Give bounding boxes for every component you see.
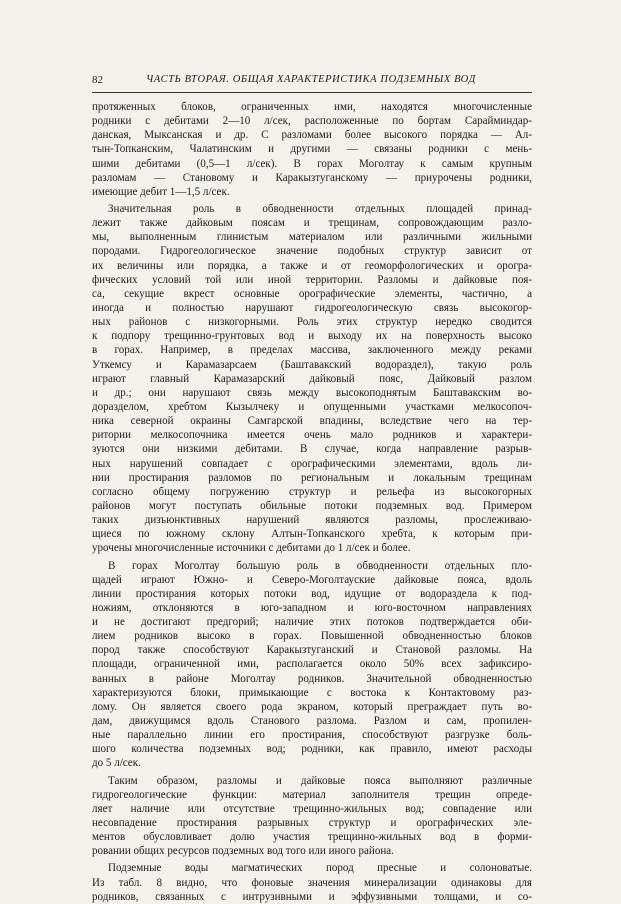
text-line: имеющие дебит 1—1,5 л/сек. bbox=[92, 185, 230, 198]
text-line: родники с дебитами 2—10 л/сек, расположенные по бортам Сарайминдар- bbox=[92, 115, 532, 128]
text-line: данская, Мыксанская и др. С разломами более высокого порядка — Ал- bbox=[92, 129, 532, 142]
text-line: таких дизъюнктивных нарушений являются разломы, прослеживаю- bbox=[92, 514, 532, 527]
text-line: Из табл. 8 видно, что фоновые значения минерализации одинаковы для bbox=[92, 876, 532, 889]
text-line: са, секущие вкрест основные орографические элементы, частично, а bbox=[92, 287, 532, 300]
text-line: ника северной окраины Самгарской впадины, вследствие чего на тер- bbox=[92, 415, 532, 428]
text-line: в горах. Например, в пределах массива, заключенного между реками bbox=[92, 344, 532, 357]
text-line: ровании общих ресурсов подземных вод того или иного района. bbox=[92, 845, 394, 858]
text-line: Значительная роль в обводненности отдельных площадей принад- bbox=[108, 202, 532, 215]
text-line: В горах Моголтау большую роль в обводненности отдельных пло- bbox=[108, 559, 532, 572]
text-line: фических условий той или иной территории. Разломы и дайковые поя- bbox=[92, 273, 532, 286]
text-line: щиеся по южному склону Алтын-Топканского хребта, к которым при- bbox=[92, 528, 532, 541]
text-line: нии простирания разломов по региональным и локальным трещинам bbox=[92, 471, 532, 484]
text-line: лием родников высоко в горах. Повышенной обводненностью блоков bbox=[92, 630, 532, 643]
text-line: шого количества подземных вод; родники, как правило, имеют расходы bbox=[92, 743, 532, 756]
text-line: и др.; они нарушают связь между высокоподнятым Баштавакским во- bbox=[92, 386, 532, 399]
page-number: 82 bbox=[92, 74, 103, 86]
text-line: родников, связанных с интрузивными и эффузивными толщами, и со- bbox=[92, 890, 532, 903]
text-line: иногда и полностью нарушают гидрогеологическую связь высокогор- bbox=[92, 301, 532, 314]
text-line: лому. Он является своего рода экраном, который преграждает путь во- bbox=[92, 700, 532, 713]
text-line: ных районов с низкогорными. Роль этих структур нередко сводится bbox=[92, 316, 532, 329]
text-line: площади, ограниченной ими, располагается около 50% всех зафиксиро- bbox=[92, 658, 532, 671]
text-line: ритории мелкосопочника имеется очень мало родников и характери- bbox=[92, 429, 532, 442]
text-line: играют главный Карамазарский дайковый пояс, Дайковый разлом bbox=[92, 372, 532, 385]
text-line: ляет наличие или отсутствие трещинно-жильных вод; совпадение или bbox=[92, 802, 532, 815]
header-rule bbox=[92, 92, 532, 93]
text-line: шими дебитами (0,5—1 л/сек). В горах Моголтау к самым крупным bbox=[92, 157, 532, 170]
text-line: ванных в районе Моголтау родников. Значительной обводненностью bbox=[92, 672, 532, 685]
text-line: ных нарушений совпадает с орографическими элементами, вдоль ли- bbox=[92, 457, 532, 470]
text-line: Подземные воды магматических пород пресные и солоноватые. bbox=[108, 862, 532, 875]
text-line: районов могут поступать обильные потоки подземных вод. Примером bbox=[92, 499, 532, 512]
text-line: Уткемсу и Карамазарсаем (Баштавакский водораздел), такую роль bbox=[92, 358, 532, 371]
text-line: дам, движущимся вдоль Станового разлома. Разлом и сам, пропилен- bbox=[92, 715, 532, 728]
text-line: лежит также дайковым поясам и трещинам, сопровождающим разло- bbox=[92, 217, 532, 230]
text-line: ные параллельно линии его простирания, способствуют разгрузке боль- bbox=[92, 729, 532, 742]
text-line: ножиям, отклоняются в юго-западном и юго-восточном направлениях bbox=[92, 601, 532, 614]
text-line: к подпору трещинно-грунтовых вод и выходу их на поверхность высоко bbox=[92, 330, 532, 343]
text-line: тын-Топканским, Чалатинским и другими — связаны родники с мень- bbox=[92, 143, 532, 156]
text-line: гидрогеологические функции: материал заполнителя трещин опреде- bbox=[92, 788, 532, 801]
text-line: линии простирания которых потоки вод, идущие от водораздела к под- bbox=[92, 587, 532, 600]
text-line: урочены многочисленные источники с дебитами до 1 л/сек и более. bbox=[92, 542, 411, 555]
text-line: доразделом, хребтом Кызылчеку и опущенными участками мелкосопоч- bbox=[92, 400, 532, 413]
text-line: несовпадение простирания разрывных структур и орографических эле- bbox=[92, 817, 532, 830]
text-line: мы, выполненным глинистым материалом или различными жильными bbox=[92, 231, 532, 244]
text-line: характеризуются блоки, примыкающие с востока к Контактовому раз- bbox=[92, 686, 532, 699]
page-header bbox=[92, 71, 532, 89]
text-line: до 5 л/сек. bbox=[92, 757, 141, 770]
running-head: ЧАСТЬ ВТОРАЯ. ОБЩАЯ ХАРАКТЕРИСТИКА ПОДЗЕМНЫХ ВОД bbox=[146, 74, 476, 85]
text-line: Таким образом, разломы и дайковые пояса выполняют различные bbox=[108, 774, 532, 787]
text-line: и не достигают предгорий; наличие этих потоков подтверждается оби- bbox=[92, 616, 532, 629]
text-line: их величины или порядка, а также и от геоморфологических и орогра- bbox=[92, 259, 532, 272]
text-line: ментов обусловливает долю участия трещинно-жильных вод в форми- bbox=[92, 831, 532, 844]
text-line: породами. Гидрогеологическое значение подобных структур зависит от bbox=[92, 245, 532, 258]
text-line: пород также способствуют Каракызтуганский и Становой разломы. На bbox=[92, 644, 532, 657]
text-line: протяженных блоков, ограниченных ими, находятся многочисленные bbox=[92, 101, 532, 113]
text-line: зуются они низкими дебитами. В случае, когда направление разрыв- bbox=[92, 443, 532, 456]
text-line: щадей играют Южно- и Северо-Моголтауские дайковые пояса, вдоль bbox=[92, 573, 532, 586]
text-line: согласно общему погружению структур и рельефа из высокогорных bbox=[92, 485, 532, 498]
text-line: разломам — Становому и Каракызтуганскому — приурочены родники, bbox=[92, 171, 532, 184]
body-text bbox=[92, 100, 532, 904]
